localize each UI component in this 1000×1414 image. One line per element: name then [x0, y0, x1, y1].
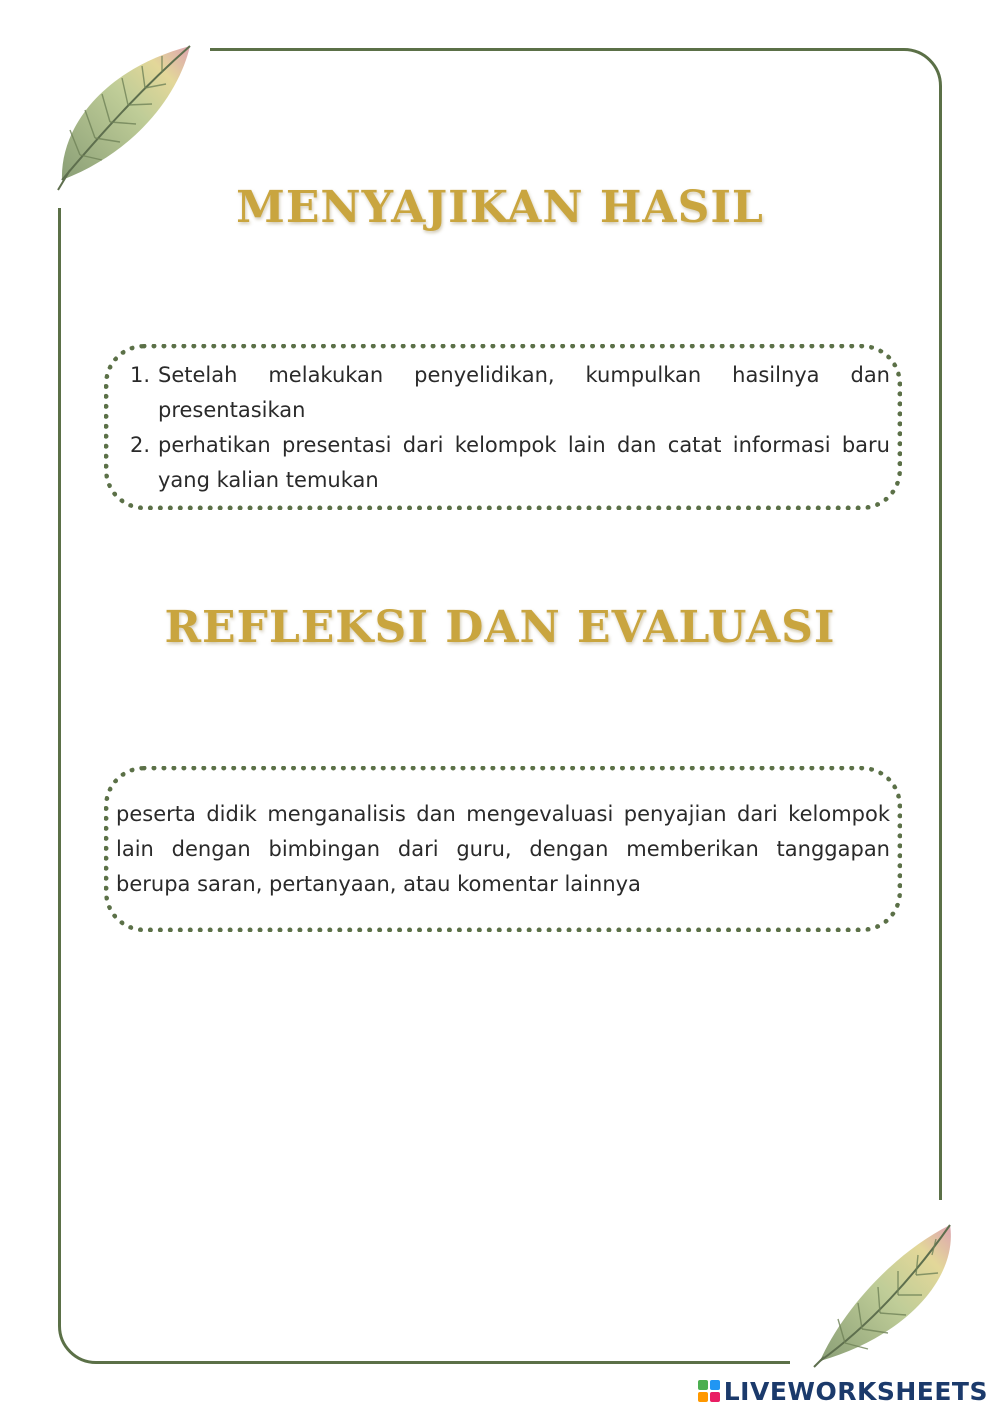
reflection-text: peserta didik menganalisis dan mengevaluasi penyajian dari kelompok lain dengan bimbingan dari guru, dengan memberikan tanggapan berupa saran, pertanyaan, atau komentar lainnya — [116, 802, 890, 896]
logo-square — [698, 1380, 708, 1390]
list-number: 1. — [130, 363, 151, 387]
steps-list — [130, 358, 890, 498]
list-item — [130, 428, 890, 498]
brand-watermark — [698, 1376, 988, 1406]
page-frame — [58, 48, 942, 1364]
list-text: perhatikan presentasi dari kelompok lain dan catat informasi baru yang kalian temukan — [158, 433, 890, 492]
list-number: 2. — [130, 433, 151, 457]
list-text: Setelah melakukan penyelidikan, kumpulkan hasilnya dan presentasikan — [158, 363, 890, 422]
section-title: REFLEKSI DAN EVALUASI — [164, 602, 836, 653]
list-item — [130, 358, 890, 428]
section-title: MENYAJIKAN HASIL — [236, 182, 764, 233]
leaf-icon — [800, 1215, 975, 1375]
brand-logo-icon — [698, 1380, 720, 1402]
logo-square — [698, 1392, 708, 1402]
brand-name: LIVEWORKSHEETS — [723, 1376, 988, 1406]
logo-square — [710, 1380, 720, 1390]
logo-square — [710, 1392, 720, 1402]
leaf-icon — [40, 30, 210, 200]
